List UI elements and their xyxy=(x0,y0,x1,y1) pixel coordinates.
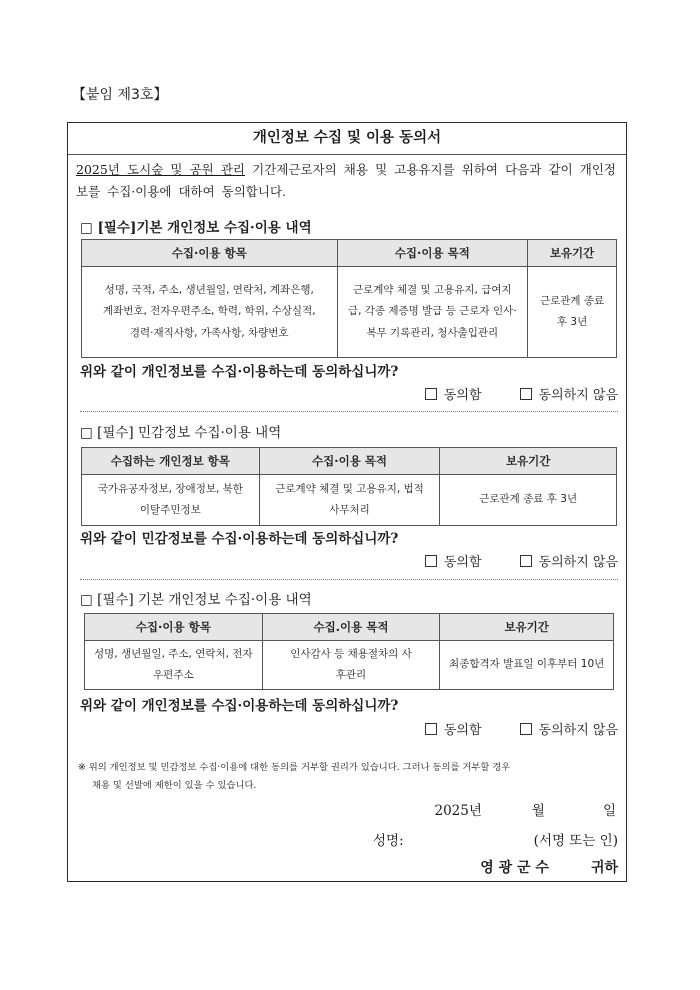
table-cell: 근로관계 종료 후 3년 xyxy=(440,475,617,526)
table-header: 수집·이용 목적 xyxy=(337,240,528,267)
table-header: 수집·이용 항목 xyxy=(82,240,338,267)
disagree-option[interactable] xyxy=(520,719,618,738)
notice-line-1: ※ 위의 개인정보 및 민감정보 수집·이용에 대한 동의를 거부할 권리가 있습니다. 그러나 동의를 거부할 경우 xyxy=(78,762,511,773)
section-3-table xyxy=(84,613,614,690)
section-2-checkbox-icon: □ xyxy=(80,425,93,441)
disagree-option[interactable] xyxy=(520,551,618,570)
section-3-options xyxy=(425,719,618,738)
divider xyxy=(80,579,618,580)
form-title: 개인정보 수집 및 이용 동의서 xyxy=(68,123,626,155)
intro-paragraph xyxy=(76,159,616,203)
intro-project-name: 2025년 도시숲 및 공원 관리 xyxy=(76,162,246,177)
table-header: 수집·이용 항목 xyxy=(85,614,263,641)
date-month: 월 xyxy=(531,803,545,819)
agree-label: 동의함 xyxy=(443,723,482,738)
consent-form xyxy=(67,122,627,882)
checkbox[interactable] xyxy=(425,388,437,400)
agree-label: 동의함 xyxy=(443,555,482,570)
section-3-title: [필수] 기본 개인정보 수집·이용 내역 xyxy=(97,592,312,608)
section-2-question: 위와 같이 민감정보를 수집·이용하는데 동의하십니까? xyxy=(80,531,399,547)
section-1-heading xyxy=(80,216,312,236)
section-1-options xyxy=(425,384,618,403)
section-2-options xyxy=(425,551,618,570)
agree-label: 동의함 xyxy=(443,388,482,403)
signature-label: 성명: xyxy=(373,833,404,849)
date-year: 2025년 xyxy=(434,803,482,819)
checkbox[interactable] xyxy=(520,388,532,400)
table-cell: 최종합격자 발표일 이후부터 10년 xyxy=(440,641,614,690)
section-3-heading xyxy=(80,588,312,608)
table-row xyxy=(82,475,617,526)
disagree-option[interactable] xyxy=(520,384,618,403)
disagree-label: 동의하지 않음 xyxy=(538,388,618,403)
date-day: 일 xyxy=(602,803,616,819)
notice-line-2: 채용 및 선발에 제한이 있을 수 있습니다. xyxy=(92,780,257,791)
disagree-label: 동의하지 않음 xyxy=(538,723,618,738)
table-header: 수집.이용 목적 xyxy=(262,614,440,641)
section-3-question: 위와 같이 개인정보를 수집·이용하는데 동의하십니까? xyxy=(80,698,399,714)
recipient xyxy=(480,857,618,877)
agree-option[interactable] xyxy=(425,719,482,738)
section-3-checkbox-icon: □ xyxy=(80,592,93,608)
table-header: 보유기간 xyxy=(528,240,617,267)
table-row xyxy=(85,641,614,690)
table-cell: 근로계약 체결 및 고용유지, 법적사무처리 xyxy=(259,475,440,526)
signature-field[interactable]: (서명 또는 인) xyxy=(533,833,618,849)
table-header-row xyxy=(85,614,614,641)
date-line xyxy=(435,799,617,819)
checkbox[interactable] xyxy=(520,555,532,567)
table-cell: 국가유공자정보, 장애정보, 북한이탈주민정보 xyxy=(82,475,260,526)
section-1-question: 위와 같이 개인정보를 수집·이용하는데 동의하십니까? xyxy=(80,364,399,380)
table-cell: 근로계약 체결 및 고용유지, 급여지급, 각종 제증명 발급 등 근로자 인사·복무 기록관리, 청사출입관리 xyxy=(337,267,528,358)
section-1-table xyxy=(81,239,617,358)
checkbox[interactable] xyxy=(425,555,437,567)
table-header-row xyxy=(82,240,617,267)
table-header: 보유기간 xyxy=(440,448,617,475)
section-2-table xyxy=(81,447,617,526)
intro-text: 기간제근로자의 채용 및 고용유지를 위하여 다음과 같이 개인정보를 수집·이용에 대하여 동의합니다. xyxy=(76,162,616,199)
divider xyxy=(80,411,618,412)
table-header: 보유기간 xyxy=(440,614,614,641)
disagree-label: 동의하지 않음 xyxy=(538,555,618,570)
table-cell: 성명, 국적, 주소, 생년월일, 연락처, 계좌은행, 계좌번호, 전자우편주소, 학력, 학위, 수상실적, 경력·재직사항, 가족사항, 차량번호 xyxy=(82,267,338,358)
table-cell: 근로관계 종료 후 3년 xyxy=(528,267,617,358)
agree-option[interactable] xyxy=(425,384,482,403)
section-1-title: [필수]기본 개인정보 수집·이용 내역 xyxy=(97,220,312,236)
agree-option[interactable] xyxy=(425,551,482,570)
recipient-name: 영 광 군 수 xyxy=(480,860,549,876)
table-header: 수집·이용 목적 xyxy=(259,448,440,475)
recipient-suffix: 귀하 xyxy=(590,860,618,876)
table-cell: 성명, 생년월일, 주소, 연락처, 전자우편주소 xyxy=(85,641,263,690)
table-cell: 인사감사 등 채용절차의 사후관리 xyxy=(262,641,440,690)
table-header: 수집하는 개인정보 항목 xyxy=(82,448,260,475)
attachment-label: 【붙임 제3호】 xyxy=(72,87,168,103)
section-2-title: [필수] 민감정보 수집·이용 내역 xyxy=(97,425,282,441)
section-1-checkbox-icon: □ xyxy=(80,220,93,236)
checkbox[interactable] xyxy=(520,723,532,735)
table-header-row xyxy=(82,448,617,475)
section-2-heading xyxy=(80,421,281,441)
refusal-notice xyxy=(78,759,618,795)
table-row xyxy=(82,267,617,358)
checkbox[interactable] xyxy=(425,723,437,735)
